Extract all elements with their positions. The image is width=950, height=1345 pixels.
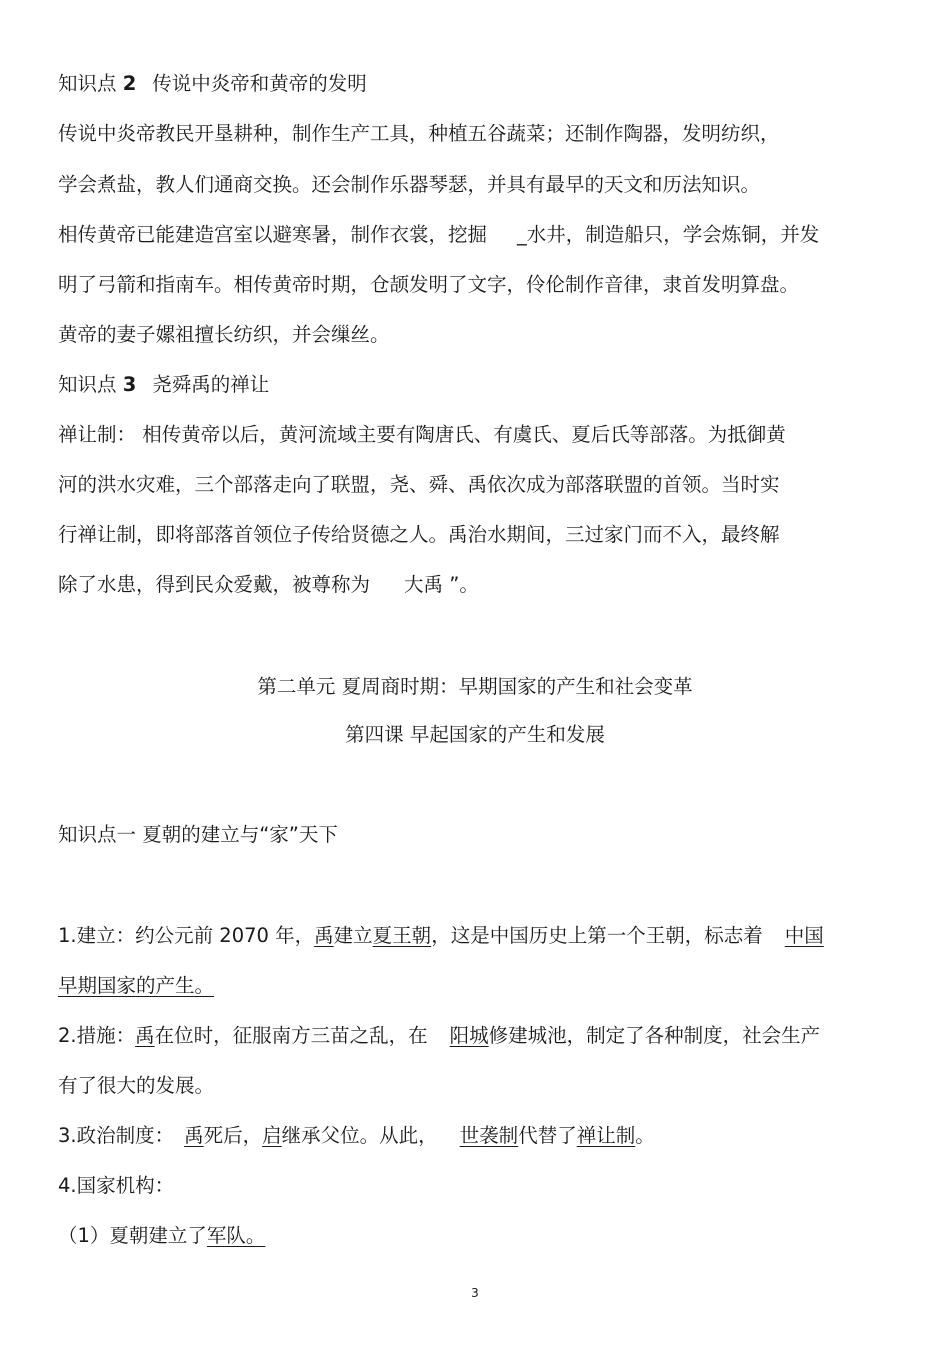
page-number: 3 [471, 1286, 479, 1300]
paragraph-line: 明了弓箭和指南车。相传黄帝时期，仓颉发明了文字，伶伦制作音律，隶首发明算盘。 [58, 273, 800, 296]
paragraph-line: 学会煮盐，教人们通商交换。还会制作乐器琴瑟，并具有最早的天文和历法知识。 [58, 173, 761, 196]
fill-answer: 世袭制 [459, 1124, 519, 1147]
knowledge-point-3-heading: 知识点 3 尧舜禹的禅让 [58, 373, 270, 396]
paragraph-line: 行禅让制，即将部落首领位子传给贤德之人。禹治水期间，三过家门而不入，最终解 [58, 523, 780, 546]
item-1-line: 1.建立：约公元前 2070 年，禹建立夏王朝，这是中国历史上第一个王朝，标志着 中国 [58, 924, 824, 947]
paragraph-line: 除了水患，得到民众爱戴，被尊称为 大禹 ”。 [58, 573, 479, 596]
item-4-sub-1: （1）夏朝建立了军队。 [58, 1224, 266, 1247]
paragraph-line: 传说中炎帝教民开垦耕种，制作生产工具，种植五谷蔬菜；还制作陶器，发明纺织， [58, 122, 780, 145]
item-1-line [58, 973, 214, 999]
fill-answer: 禹 [314, 924, 334, 947]
paragraph-line: 河的洪水灾难，三个部落走向了联盟，尧、舜、禹依次成为部落联盟的首领。当时实 [58, 473, 780, 496]
fill-answer: 早期国家的产生。 [58, 974, 215, 997]
fill-answer: 禹 [184, 1124, 204, 1147]
paragraph-line: 禅让制： 相传黄帝以后，黄河流域主要有陶唐氏、有虞氏、夏后氏等部落。为抵御黄 [58, 423, 786, 446]
item-2-line: 2.措施：禹在位时，征服南方三苗之乱，在 阳城修建城池，制定了各种制度，社会生产 [58, 1024, 821, 1047]
fill-answer: 中国 [784, 924, 824, 947]
fill-answer: 禅让制 [576, 1124, 636, 1147]
fill-answer: 军队。 [206, 1224, 266, 1247]
fill-answer: 夏王朝 [372, 924, 432, 947]
fill-answer: 启 [262, 1124, 282, 1147]
paragraph-line: 相传黄帝已能建造宫室以避寒暑，制作衣裳，挖掘 _水井，制造船只，学会炼铜，并发 [58, 223, 820, 246]
item-3-line: 3.政治制度： 禹死后，启继承父位。从此， 世袭制代替了禅让制。 [58, 1124, 655, 1147]
fill-answer: 阳城 [449, 1024, 489, 1047]
unit-title: 第二单元 夏周商时期：早期国家的产生和社会变革 [257, 675, 693, 698]
knowledge-point-1-heading: 知识点一 夏朝的建立与“家”天下 [58, 823, 338, 846]
fill-answer: 禹 [135, 1024, 155, 1047]
item-2-line: 有了很大的发展。 [58, 1074, 215, 1097]
paragraph-line: 黄帝的妻子嫘祖擅长纺织，并会缫丝。 [58, 323, 390, 346]
item-4-line: 4.国家机构： [58, 1174, 175, 1197]
lesson-title: 第四课 早起国家的产生和发展 [345, 723, 605, 746]
knowledge-point-2-heading: 知识点 2 传说中炎帝和黄帝的发明 [58, 72, 367, 95]
